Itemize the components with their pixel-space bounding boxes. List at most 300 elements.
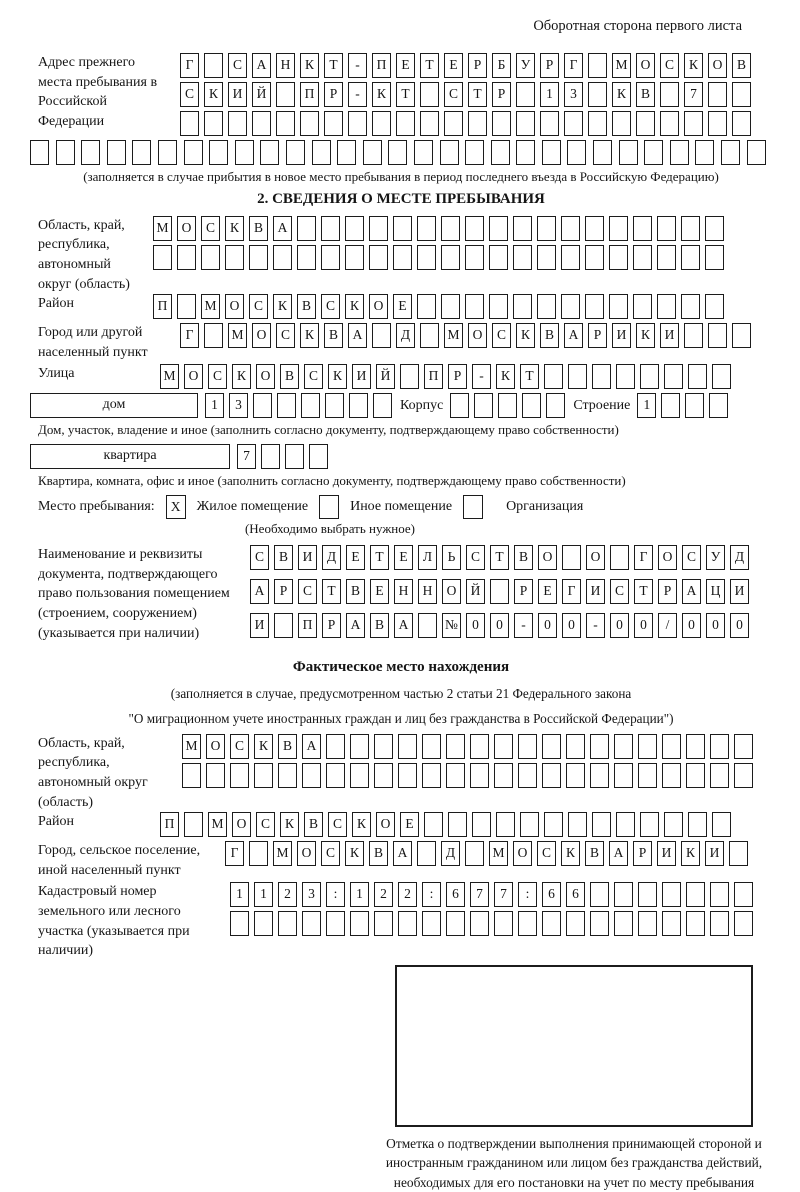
char-box (261, 444, 280, 469)
char-box (516, 140, 535, 165)
char-box (588, 111, 607, 136)
house-box-label: дом (30, 393, 198, 418)
char-box: 0 (610, 613, 629, 638)
char-box (732, 323, 751, 348)
char-box (638, 763, 657, 788)
actual-location-title: Фактическое место нахождения (292, 659, 510, 676)
char-box (424, 812, 443, 837)
char-box (369, 216, 388, 241)
char-box (681, 245, 700, 270)
char-box (472, 812, 491, 837)
char-box: Е (393, 294, 412, 319)
char-box (513, 294, 532, 319)
char-box (448, 812, 467, 837)
char-box (301, 393, 320, 418)
char-box: И (612, 323, 631, 348)
char-box: : (422, 882, 441, 907)
char-box (418, 613, 437, 638)
prev-address-rows (180, 53, 772, 140)
char-box: И (352, 364, 371, 389)
char-box: А (250, 579, 269, 604)
cadastral-label-text: Кадастровый номер земельного или лесного участка (указывается при наличии) (38, 884, 190, 959)
char-box: Е (538, 579, 557, 604)
char-box: О (252, 323, 271, 348)
cadastral-label (30, 882, 230, 960)
char-box (326, 763, 345, 788)
actual-location-note1: (заполняется в случае, предусмотренном частью 2 статьи 21 Федерального закона (170, 686, 632, 702)
char-box: Е (370, 579, 389, 604)
char-box: Г (564, 53, 583, 78)
char-box (326, 911, 345, 936)
char-box: К (328, 364, 347, 389)
char-box: К (352, 812, 371, 837)
char-box (441, 245, 460, 270)
char-box (446, 911, 465, 936)
char-box: Т (370, 545, 389, 570)
char-box: С (328, 812, 347, 837)
char-box: О (256, 364, 275, 389)
char-box (710, 763, 729, 788)
char-box: - (586, 613, 605, 638)
char-box (705, 294, 724, 319)
char-box (369, 245, 388, 270)
char-box (325, 393, 344, 418)
char-box: С (610, 579, 629, 604)
char-box (588, 53, 607, 78)
char-box: М (153, 216, 172, 241)
char-box: 0 (706, 613, 725, 638)
char-box: Е (444, 53, 463, 78)
char-box: О (225, 294, 244, 319)
confirmation-stamp-note: Отметка о подтверждении выполнения принимающей стороной и иностранным гражданином или лицом без гражданства действий, необходимых для его постановки на учет по месту пребывания (385, 1135, 763, 1190)
char-box: А (252, 53, 271, 78)
char-box: Т (490, 545, 509, 570)
char-box (420, 111, 439, 136)
document-label (30, 545, 250, 643)
char-box: И (730, 579, 749, 604)
char-box: Р (514, 579, 533, 604)
char-box (132, 140, 151, 165)
char-box (518, 734, 537, 759)
char-box: Р (658, 579, 677, 604)
char-box: В (297, 294, 316, 319)
char-box (522, 393, 541, 418)
char-box (537, 294, 556, 319)
char-box: Л (418, 545, 437, 570)
char-box (470, 763, 489, 788)
char-box: В (274, 545, 293, 570)
char-box: В (278, 734, 297, 759)
char-box: И (586, 579, 605, 604)
char-box (686, 763, 705, 788)
char-box: К (280, 812, 299, 837)
char-box (614, 763, 633, 788)
char-box (638, 911, 657, 936)
char-box (153, 245, 172, 270)
char-box (633, 245, 652, 270)
char-box: А (348, 323, 367, 348)
char-box (705, 245, 724, 270)
actual-location-note2: "О миграционном учете иностранных граждан и лиц без гражданства в Российской Федерации") (128, 711, 674, 727)
char-box: С (466, 545, 485, 570)
char-box: В (540, 323, 559, 348)
char-box: : (518, 882, 537, 907)
char-box-row (180, 111, 772, 136)
char-box: 2 (374, 882, 393, 907)
char-box: М (208, 812, 227, 837)
char-box (708, 323, 727, 348)
char-box: / (658, 613, 677, 638)
char-box: О (184, 364, 203, 389)
district-label: Район (38, 296, 74, 312)
char-box: К (516, 323, 535, 348)
char-box (312, 140, 331, 165)
confirmation-stamp-box (395, 965, 753, 1127)
char-box (276, 82, 295, 107)
char-box (732, 82, 751, 107)
char-box: 6 (566, 882, 585, 907)
char-box (614, 734, 633, 759)
char-box (444, 111, 463, 136)
prev-address-label (30, 53, 180, 131)
char-box: М (182, 734, 201, 759)
char-box: А (564, 323, 583, 348)
char-box: К (345, 294, 364, 319)
char-box: Й (466, 579, 485, 604)
option-residential-label: Жилое помещение (196, 499, 309, 515)
char-box: 2 (278, 882, 297, 907)
char-box: 1 (350, 882, 369, 907)
prev-address-label-text: Адрес прежнего места пребывания в Российской Федерации (38, 55, 158, 129)
char-box: 7 (470, 882, 489, 907)
char-box: К (684, 53, 703, 78)
char-box: С (660, 53, 679, 78)
char-box: К (225, 216, 244, 241)
char-box (516, 111, 535, 136)
char-box (204, 323, 223, 348)
char-box: С (492, 323, 511, 348)
char-box: С (201, 216, 220, 241)
char-box-row (153, 245, 772, 270)
char-box: Р (274, 579, 293, 604)
char-box (662, 911, 681, 936)
char-box (446, 734, 465, 759)
char-box (564, 111, 583, 136)
char-box (285, 444, 304, 469)
char-box (686, 734, 705, 759)
char-box: Н (418, 579, 437, 604)
char-box: Ц (706, 579, 725, 604)
char-box (254, 763, 273, 788)
char-box (345, 216, 364, 241)
char-box: Р (468, 53, 487, 78)
char-box: О (468, 323, 487, 348)
char-box (686, 882, 705, 907)
char-box: - (348, 53, 367, 78)
char-box (474, 393, 493, 418)
char-box (540, 111, 559, 136)
char-box (422, 734, 441, 759)
char-box: О (206, 734, 225, 759)
char-box (518, 911, 537, 936)
char-box (662, 763, 681, 788)
char-box (734, 734, 753, 759)
char-box (686, 911, 705, 936)
char-box: А (302, 734, 321, 759)
char-box: Г (634, 545, 653, 570)
stay-type-hint: (Необходимо выбрать нужное) (244, 521, 416, 537)
char-box (585, 294, 604, 319)
char-box (277, 393, 296, 418)
region-label (30, 216, 153, 294)
char-box: А (393, 841, 412, 866)
char-box: В (249, 216, 268, 241)
char-box: П (372, 53, 391, 78)
char-box: С (276, 323, 295, 348)
char-box (337, 140, 356, 165)
char-box: К (300, 323, 319, 348)
char-box-row (153, 294, 772, 319)
char-box: И (705, 841, 724, 866)
char-box: 0 (634, 613, 653, 638)
char-box (278, 911, 297, 936)
apartment-box-label: квартира (30, 444, 230, 469)
char-box (465, 216, 484, 241)
char-box (688, 364, 707, 389)
char-box (561, 216, 580, 241)
char-box (180, 111, 199, 136)
char-box (566, 911, 585, 936)
cadastral-block (30, 882, 772, 960)
char-box: 0 (538, 613, 557, 638)
char-box (321, 245, 340, 270)
char-box (494, 734, 513, 759)
char-box (616, 812, 635, 837)
char-box: С (444, 82, 463, 107)
char-box: В (304, 812, 323, 837)
char-box (398, 763, 417, 788)
char-box: П (153, 294, 172, 319)
char-box (520, 812, 539, 837)
char-box (712, 812, 731, 837)
char-box (309, 444, 328, 469)
char-box (664, 364, 683, 389)
char-box (297, 216, 316, 241)
char-box (685, 393, 704, 418)
region-label-text: Область, край, республика, автономный округ (область) (38, 217, 130, 292)
char-box-row (182, 734, 772, 759)
char-box (513, 245, 532, 270)
char-box (420, 82, 439, 107)
char-box (710, 882, 729, 907)
char-box (518, 763, 537, 788)
char-box (670, 140, 689, 165)
char-box (640, 812, 659, 837)
char-box: 6 (542, 882, 561, 907)
char-box (470, 734, 489, 759)
char-box: Р (633, 841, 652, 866)
char-box: 0 (490, 613, 509, 638)
char-box: 7 (237, 444, 256, 469)
char-box: С (321, 841, 340, 866)
char-box (204, 111, 223, 136)
house-char-boxes (205, 393, 397, 413)
char-box (638, 882, 657, 907)
char-box (249, 841, 268, 866)
char-box: С (180, 82, 199, 107)
char-box (398, 911, 417, 936)
char-box: О (442, 579, 461, 604)
char-box: В (636, 82, 655, 107)
char-box (657, 294, 676, 319)
char-box (417, 245, 436, 270)
char-box (414, 140, 433, 165)
char-box (372, 111, 391, 136)
char-box: С (298, 579, 317, 604)
char-box: А (682, 579, 701, 604)
char-box (489, 216, 508, 241)
char-box: И (660, 323, 679, 348)
char-box: Д (322, 545, 341, 570)
document-rows (250, 545, 772, 647)
city-label (30, 323, 180, 362)
char-box (422, 763, 441, 788)
char-box (177, 245, 196, 270)
char-box (708, 82, 727, 107)
char-box (681, 294, 700, 319)
char-box: К (232, 364, 251, 389)
char-box (585, 245, 604, 270)
char-box: И (657, 841, 676, 866)
char-box: 0 (730, 613, 749, 638)
char-box: Т (634, 579, 653, 604)
char-box (562, 545, 581, 570)
char-box: М (489, 841, 508, 866)
char-box (537, 245, 556, 270)
char-box (695, 140, 714, 165)
char-box (590, 882, 609, 907)
char-box (297, 245, 316, 270)
char-box (590, 911, 609, 936)
char-box: Р (492, 82, 511, 107)
char-box (734, 882, 753, 907)
char-box (684, 111, 703, 136)
char-box (400, 364, 419, 389)
char-box (537, 216, 556, 241)
char-box-row (250, 545, 772, 570)
char-box (592, 812, 611, 837)
char-box (734, 763, 753, 788)
char-box: М (612, 53, 631, 78)
char-box (374, 911, 393, 936)
char-box: № (442, 613, 461, 638)
char-box (747, 140, 766, 165)
char-box: 1 (230, 882, 249, 907)
char-box (593, 140, 612, 165)
char-box: 0 (682, 613, 701, 638)
char-box (388, 140, 407, 165)
char-box: Б (492, 53, 511, 78)
char-box (326, 734, 345, 759)
char-box: М (201, 294, 220, 319)
char-box: С (537, 841, 556, 866)
char-box: О (708, 53, 727, 78)
char-box (568, 364, 587, 389)
char-box (417, 841, 436, 866)
char-box: - (348, 82, 367, 107)
char-box: Р (588, 323, 607, 348)
char-box (661, 393, 680, 418)
char-box: 1 (540, 82, 559, 107)
char-box (420, 323, 439, 348)
char-box (494, 911, 513, 936)
char-box: 1 (205, 393, 224, 418)
char-box-row-fullwidth (30, 140, 772, 165)
char-box (372, 323, 391, 348)
char-box (567, 140, 586, 165)
char-box: Е (396, 53, 415, 78)
char-box (274, 613, 293, 638)
house-note: Дом, участок, владение и иное (заполнить согласно документу, подтверждающему право собственности) (38, 422, 619, 438)
stroenie-char-boxes (637, 393, 733, 413)
char-box: Т (520, 364, 539, 389)
char-box (374, 763, 393, 788)
actual-region-block (30, 734, 772, 812)
char-box (614, 882, 633, 907)
char-box: Г (562, 579, 581, 604)
char-box (422, 911, 441, 936)
char-box: О (369, 294, 388, 319)
char-box (710, 734, 729, 759)
actual-city-label (30, 841, 225, 880)
char-box (206, 763, 225, 788)
char-box-row (250, 579, 772, 604)
char-box: П (298, 613, 317, 638)
actual-region-label-text: Область, край, республика, автономный округ (область) (38, 735, 148, 810)
char-box (465, 245, 484, 270)
stay-type-row (38, 495, 772, 519)
char-box (660, 111, 679, 136)
char-box (633, 294, 652, 319)
char-box: 6 (446, 882, 465, 907)
char-box: Г (225, 841, 244, 866)
char-box (491, 140, 510, 165)
stay-type-label: Место пребывания: (38, 499, 155, 515)
char-box (440, 140, 459, 165)
char-box (398, 734, 417, 759)
char-box (228, 111, 247, 136)
char-box (302, 763, 321, 788)
char-box-row (153, 216, 772, 241)
char-box (561, 245, 580, 270)
char-box: Р (540, 53, 559, 78)
char-box: И (228, 82, 247, 107)
char-box (321, 216, 340, 241)
city-block (30, 323, 772, 362)
char-box (542, 140, 561, 165)
checkbox-residential: X (166, 495, 186, 519)
char-box: М (228, 323, 247, 348)
char-box: 3 (564, 82, 583, 107)
char-box (254, 911, 273, 936)
char-box (177, 294, 196, 319)
char-box (441, 294, 460, 319)
char-box (235, 140, 254, 165)
char-box: О (636, 53, 655, 78)
char-box: С (321, 294, 340, 319)
char-box (209, 140, 228, 165)
char-box: С (682, 545, 701, 570)
